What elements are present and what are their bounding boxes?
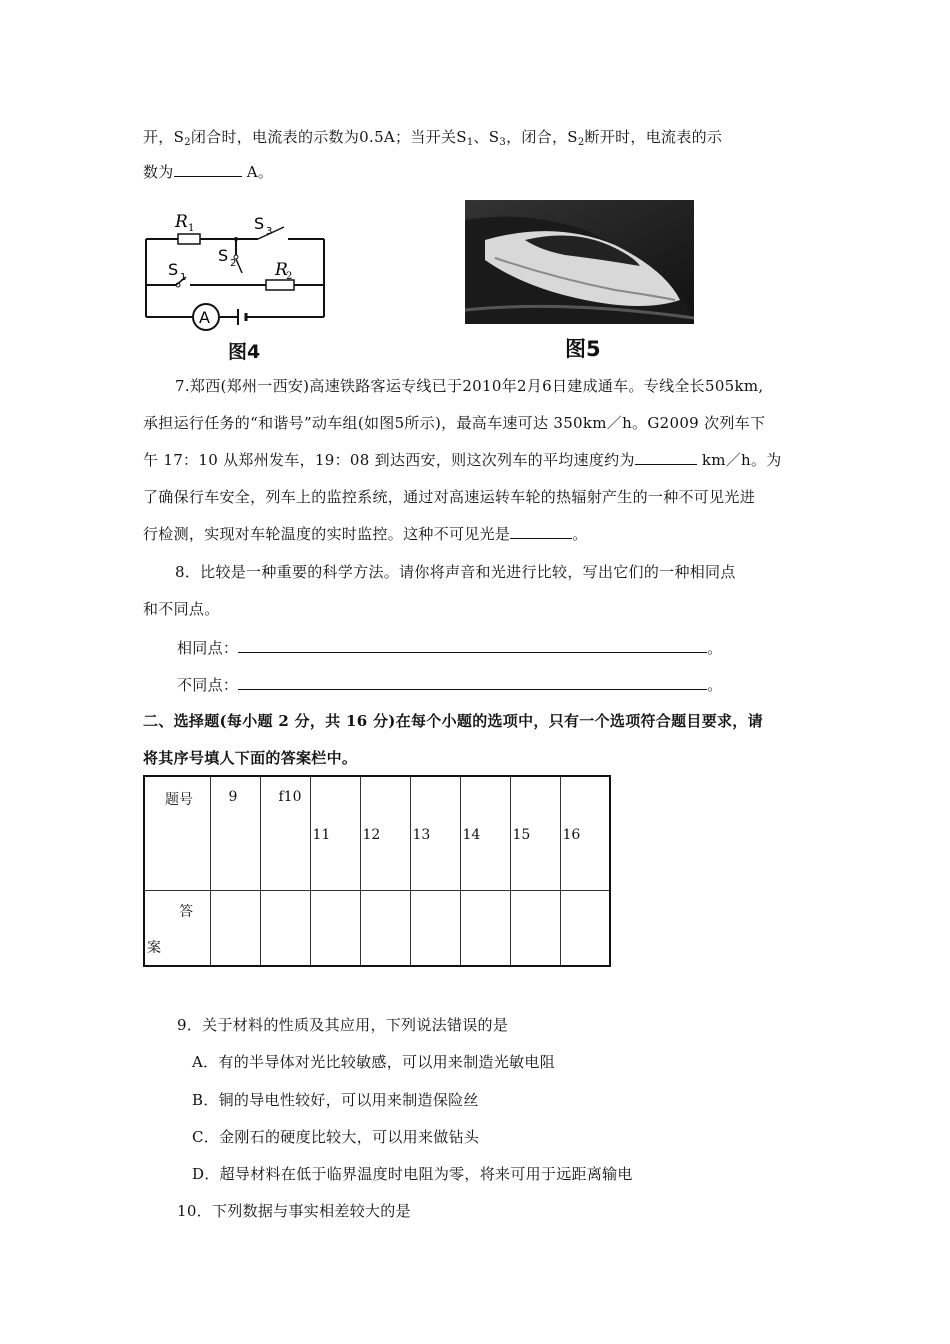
svg-text:1: 1: [188, 223, 195, 234]
q8-same-row: 相同点： 。: [177, 639, 723, 657]
q8-line-2: 和不同点。: [143, 600, 220, 618]
header-label: 题号: [144, 776, 210, 890]
svg-text:3: 3: [266, 226, 273, 237]
answer-cell[interactable]: [560, 890, 610, 966]
q9-stem: 9．关于材料的性质及其应用，下列说法错误的是: [177, 1016, 509, 1034]
answer-blank[interactable]: [174, 162, 242, 177]
circuit-diagram: [138, 205, 338, 340]
q7-line-3: 午 17：10 从郑州发车，19：08 到达西安，则这次列车的平均速度约为 km／h。为: [143, 451, 782, 469]
figure-4-caption: 图4: [228, 341, 261, 363]
q9-option-b: B．铜的导电性较好，可以用来制造保险丝: [192, 1091, 479, 1109]
train-photo: [465, 200, 694, 324]
q-number: 13: [410, 776, 460, 890]
q9-option-d: D．超导材料在低于临界温度时电阻为零，将来可用于远距离输电: [192, 1165, 633, 1183]
answer-table: [143, 775, 611, 967]
answer-cell[interactable]: [260, 890, 310, 966]
section-2-heading-line-1: 二、选择题(每小题 2 分，共 16 分)在每个小题的选项中，只有一个选项符合题目要求，请: [143, 712, 763, 730]
q7-line-2: 承担运行任务的“和谐号”动车组(如图5所示)，最高车速可达 350km／h。G2009 次列车下: [143, 414, 766, 432]
svg-text:2: 2: [286, 271, 293, 282]
svg-text:1: 1: [180, 272, 187, 283]
section-2-heading-line-2: 将其序号填人下面的答案栏中。: [143, 749, 358, 767]
q-number: 14: [460, 776, 510, 890]
answer-cell[interactable]: [510, 890, 560, 966]
q7-line-5: 行检测，实现对车轮温度的实时监控。这种不可见光是 。: [143, 525, 588, 543]
q7-line-1: 7.郑西(郑州一西安)高速铁路客运专线已于2010年2月6日建成通车。专线全长505km,: [175, 377, 764, 395]
ammeter-label: A: [199, 308, 210, 327]
svg-text:S: S: [254, 214, 265, 233]
diff-point-blank[interactable]: [238, 675, 707, 690]
q-number: 11: [310, 776, 360, 890]
q6-line-2: 数为 A。: [143, 163, 274, 181]
q9-option-c: C．金刚石的硬度比较大，可以用来做钻头: [192, 1128, 480, 1146]
svg-text:S: S: [218, 246, 229, 265]
q7-line-4: 了确保行车安全，列车上的监控系统，通过对高速运转车轮的热辐射产生的一种不可见光进: [143, 488, 756, 506]
q6-line-1: 开，$S_2$闭合时，电流表的示数为0.5A；当开关$S_1$、$S_3$，闭合，$S_2$断开时，电流表的示: [143, 128, 723, 148]
answer-cell[interactable]: [360, 890, 410, 966]
q-number: 16: [560, 776, 610, 890]
svg-text:R: R: [175, 212, 188, 232]
answer-label: 答 案: [144, 890, 210, 966]
q-number: 15: [510, 776, 560, 890]
q-number: f10: [260, 776, 310, 890]
answer-cell[interactable]: [410, 890, 460, 966]
q10-stem: 10．下列数据与事实相差较大的是: [177, 1202, 411, 1220]
speed-blank[interactable]: [635, 450, 697, 465]
q-number: 12: [360, 776, 410, 890]
q8-diff-row: 不同点： 。: [177, 676, 723, 694]
q-number: 9: [210, 776, 260, 890]
svg-text:S: S: [168, 260, 179, 279]
figure-5-caption: 图5: [565, 337, 601, 361]
answer-cell[interactable]: [210, 890, 260, 966]
answer-cell[interactable]: [460, 890, 510, 966]
light-blank[interactable]: [510, 524, 572, 539]
same-point-blank[interactable]: [238, 638, 707, 653]
svg-text:2: 2: [230, 258, 237, 269]
q9-option-a: A．有的半导体对光比较敏感，可以用来制造光敏电阻: [192, 1053, 556, 1071]
answer-cell[interactable]: [310, 890, 360, 966]
svg-text:R: R: [275, 260, 288, 280]
q8-line-1: 8．比较是一种重要的科学方法。请你将声音和光进行比较，写出它们的一种相同点: [175, 563, 736, 581]
